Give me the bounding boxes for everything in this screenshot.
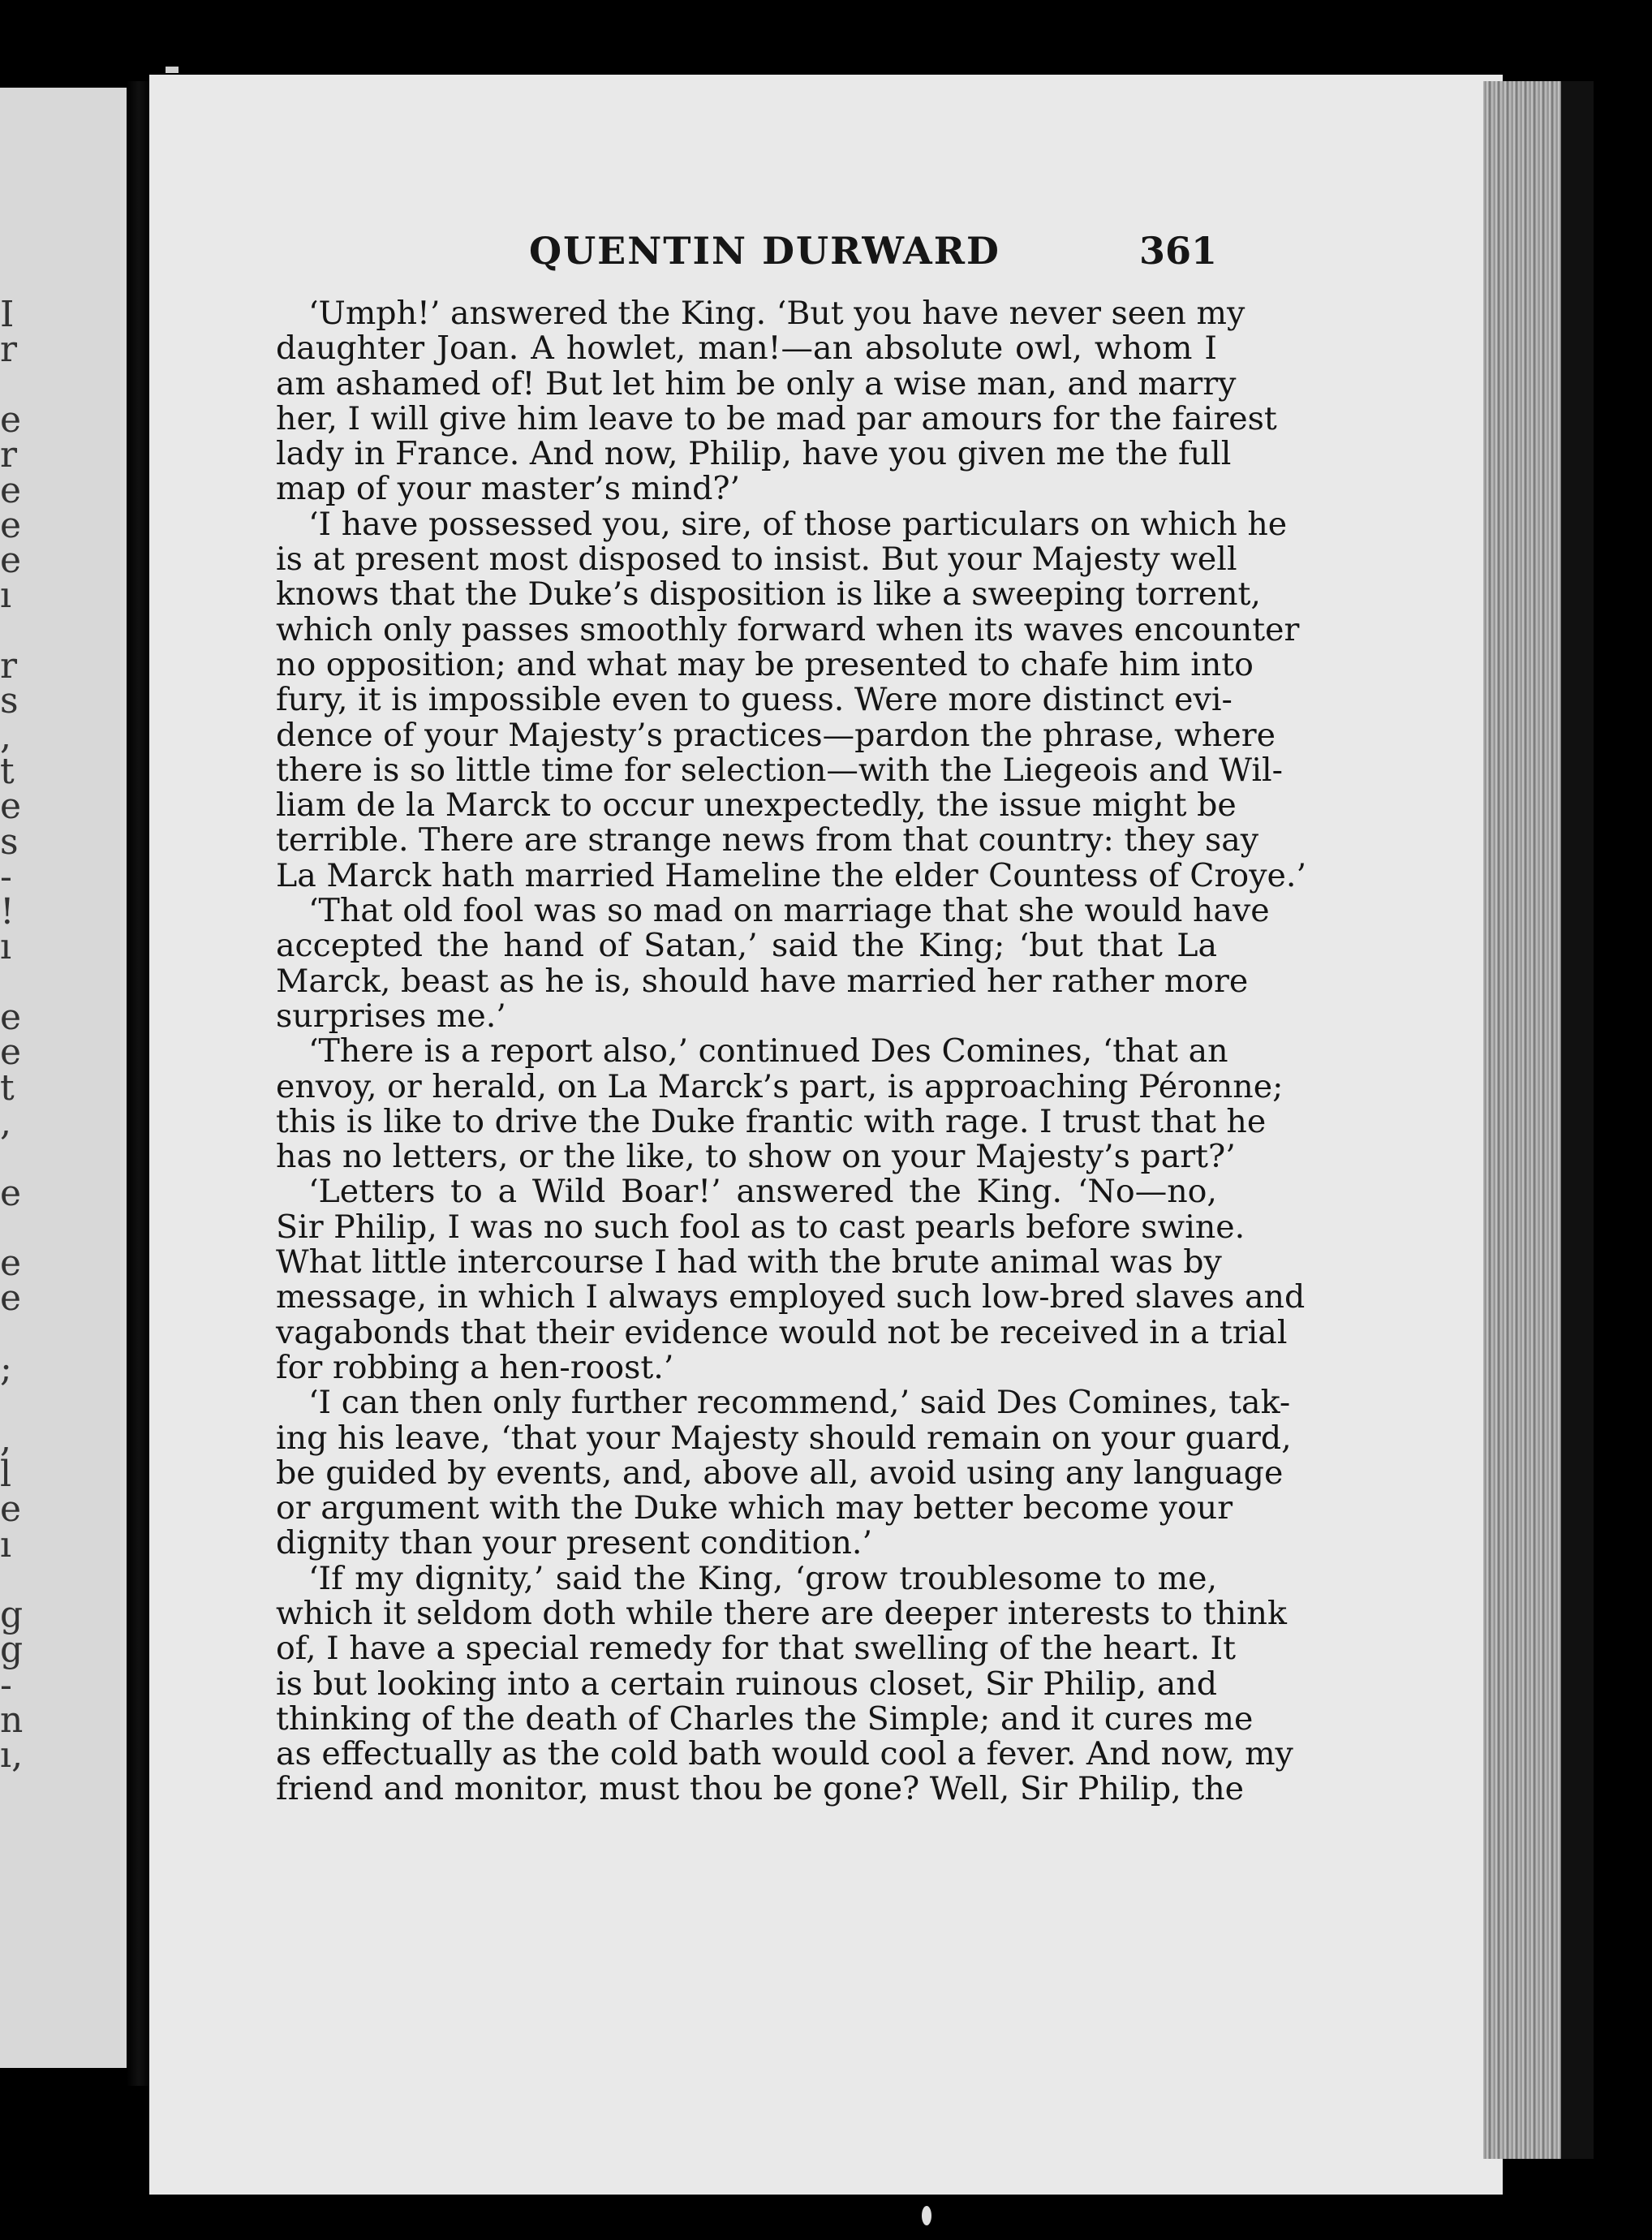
text-line: ‘That old fool was so mad on marriage that she would have [308, 892, 1270, 930]
text-line: as effectually as the cold bath would cool a fever. And now, my [276, 1735, 1293, 1773]
left-page-edge-char: , [0, 1101, 11, 1144]
left-page-edge-char: e [0, 1172, 22, 1214]
left-page-edge-char: e [0, 786, 22, 828]
left-page-edge-char: e [0, 1032, 22, 1074]
left-page-edge-char: e [0, 1488, 22, 1531]
left-page-edge-char: e [0, 398, 22, 441]
scan-artifact-bottom [922, 2206, 931, 2225]
left-page-edge-char: ; [0, 1348, 12, 1389]
text-line: or argument with the Duke which may better become your [276, 1489, 1233, 1527]
text-line: liam de la Marck to occur unexpectedly, the issue might be [276, 786, 1237, 825]
body-text [276, 295, 1306, 1808]
page-edges [1483, 81, 1561, 2159]
text-line: vagabonds that their evidence would not be received in a trial [276, 1313, 1288, 1351]
left-page-edge-char: ı [0, 575, 12, 617]
book-spine-shadow [127, 81, 151, 2086]
left-page-edge-char: e [0, 540, 22, 582]
text-line: am ashamed of! But let him be only a wise man, and marry [276, 364, 1237, 403]
text-line: of, I have a special remedy for that swelling of the heart. It [276, 1630, 1236, 1668]
paragraph [276, 1384, 1292, 1562]
paragraph [276, 892, 1270, 1035]
text-line: accepted the hand of Satan,’ said the King; ‘but that La [276, 927, 1217, 965]
left-page-edge-char: s [0, 821, 19, 863]
text-line: terrible. There are strange news from that country: they say [276, 821, 1259, 859]
paragraph [276, 1173, 1306, 1386]
left-page-edge-char: e [0, 1277, 22, 1320]
running-title: QUENTIN DURWARD [529, 229, 1000, 273]
text-line: dence of your Majesty’s practices—pardon the phrase, where [276, 716, 1276, 754]
left-page-edge-char: n [0, 1699, 24, 1741]
paragraph [276, 505, 1306, 894]
text-line: friend and monitor, must thou be gone? Well, Sir Philip, the [276, 1770, 1245, 1808]
text-line: be guided by events, and, above all, avoid using any language [276, 1454, 1284, 1492]
text-line: ‘If my dignity,’ said the King, ‘grow troublesome to me, [308, 1559, 1217, 1597]
left-page-edge-char: , [0, 715, 11, 757]
left-page-edge-char: r [0, 645, 18, 687]
paragraph [276, 1032, 1284, 1176]
text-line: What little intercourse I had with the brute animal was by [276, 1243, 1222, 1282]
text-line: lady in France. And now, Philip, have you given me the full [276, 435, 1232, 473]
text-line: Marck, beast as he is, should have married her rather more [276, 962, 1249, 1000]
text-line: surprises me.’ [276, 997, 506, 1035]
left-page-edge-char: e [0, 504, 22, 546]
text-line: her, I will give him leave to be mad par amours for the fairest [276, 399, 1277, 437]
left-page-edge-char: s [0, 680, 19, 722]
text-line: there is so little time for selection—with the Liegeois and Wil- [276, 751, 1283, 789]
left-page-edge-char: - [0, 1664, 12, 1706]
text-line: fury, it is impossible even to guess. Were more distinct evi- [276, 681, 1233, 719]
text-line: Sir Philip, I was no such fool as to cast pearls before swine. [276, 1208, 1245, 1246]
text-line: ‘I have possessed you, sire, of those particulars on which he [308, 505, 1288, 543]
text-line: La Marck hath married Hameline the elder Countess of Croye.’ [276, 856, 1306, 894]
left-page-edge-char: , [0, 1418, 11, 1460]
text-line: no opposition; and what may be presented to chafe him into [276, 645, 1254, 683]
left-page-edge-char: ı [0, 1523, 12, 1566]
text-line: ‘I can then only further recommend,’ said Des Comines, tak- [308, 1384, 1291, 1422]
text-line: is at present most disposed to insist. But your Majesty well [276, 541, 1237, 579]
text-line: for robbing a hen-roost.’ [276, 1348, 674, 1386]
text-line: knows that the Duke’s disposition is like a sweeping torrent, [276, 575, 1261, 614]
paragraph [276, 295, 1277, 508]
left-page-edge-char: e [0, 1243, 22, 1285]
left-page-edge-char: g [0, 1594, 24, 1636]
page-number: 361 [1138, 229, 1217, 273]
left-page-edge-char: ı [0, 926, 12, 968]
left-page-edge-char: ı, [0, 1734, 24, 1777]
left-page-edge-char: t [0, 750, 15, 792]
text-line: envoy, or herald, on La Marck’s part, is approaching Péronne; [276, 1067, 1284, 1105]
text-line: has no letters, or the like, to show on your Majesty’s part?’ [276, 1138, 1236, 1176]
text-line: ‘Umph!’ answered the King. ‘But you have never seen my [308, 295, 1245, 332]
left-page-edge-char: g [0, 1629, 24, 1671]
left-page-edge-char: r [0, 434, 18, 476]
left-page-edge-char: r [0, 329, 18, 371]
text-line: ing his leave, ‘that your Majesty should remain on your guard, [276, 1419, 1292, 1457]
left-facing-page [0, 88, 130, 2068]
text-line: is but looking into a certain ruinous closet, Sir Philip, and [276, 1665, 1217, 1703]
left-page-edge-char: t [0, 1066, 15, 1109]
text-line: message, in which I always employed such low-bred slaves and [276, 1278, 1306, 1316]
text-line: which it seldom doth while there are deeper interests to think [276, 1594, 1287, 1632]
page-edges-shadow [1561, 81, 1594, 2159]
text-line: daughter Joan. A howlet, man!—an absolute owl, whom I [276, 330, 1217, 368]
text-line: ‘There is a report also,’ continued Des Comines, ‘that an [308, 1032, 1228, 1070]
running-head [276, 229, 1217, 286]
text-line: thinking of the death of Charles the Simple; and it cures me [276, 1699, 1254, 1738]
left-page-edge-char: l [0, 1453, 12, 1495]
text-line: which only passes smoothly forward when its waves encounter [276, 610, 1300, 648]
scan-artifact-top [166, 67, 179, 73]
text-line: this is like to drive the Duke frantic with rage. I trust that he [276, 1102, 1267, 1140]
left-page-edge-char: I [0, 294, 15, 335]
left-page-edge-char: ! [0, 891, 15, 933]
left-page-edge-char: e [0, 997, 22, 1038]
text-line: map of your master’s mind?’ [276, 470, 741, 508]
left-page-edge-char: e [0, 469, 22, 511]
paragraph [276, 1559, 1293, 1808]
left-page-edge-char: - [0, 855, 12, 898]
text-line: dignity than your present condition.’ [276, 1524, 873, 1562]
text-line: ‘Letters to a Wild Boar!’ answered the King. ‘No—no, [308, 1173, 1217, 1211]
